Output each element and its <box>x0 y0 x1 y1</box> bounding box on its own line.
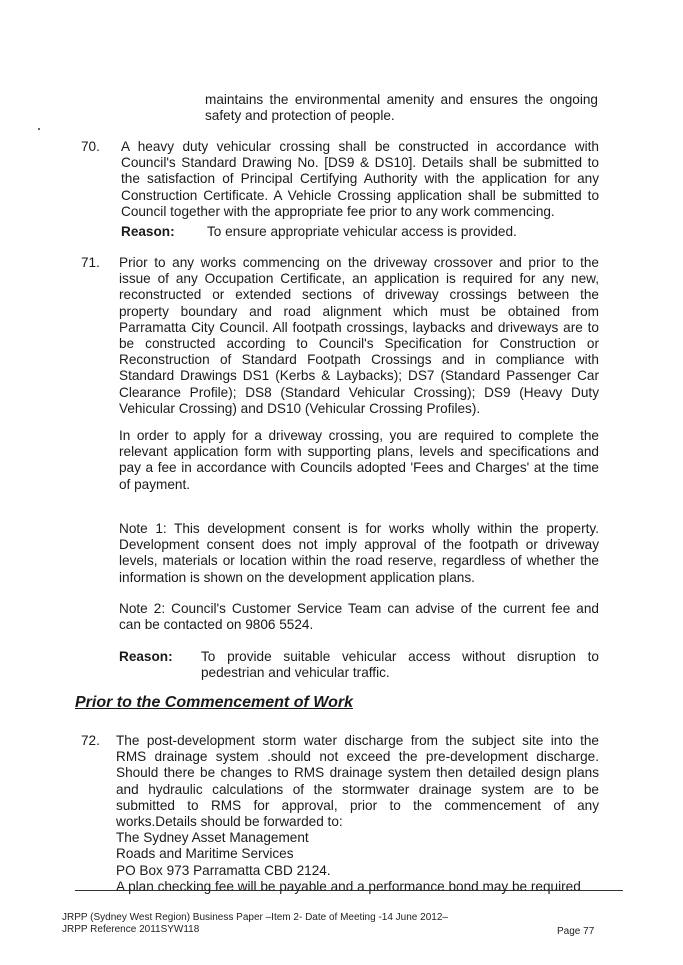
text-line: of payment. <box>119 476 191 492</box>
text-line: property boundary and road alignment which must be obtained from <box>119 303 599 319</box>
text-line: the satisfaction of Principal Certifying Authority with the application for any <box>121 171 599 187</box>
condition-72-text <box>116 733 599 895</box>
page-number: Page 77 <box>557 926 595 937</box>
condition-70-text <box>121 139 599 220</box>
condition-number: 70. <box>81 139 100 154</box>
address-line: PO Box 973 Parramatta CBD 2124. <box>116 862 331 878</box>
text-line: Council's Standard Drawing No. [DS9 & DS10]. Details shall be submitted to <box>121 155 599 171</box>
address-line: The Sydney Asset Management <box>116 830 309 846</box>
text-line: The post-development storm water discharge from the subject site into the <box>116 733 599 748</box>
text-line: Standard Drawings DS1 (Kerbs & Laybacks); DS7 (Standard Passenger Car <box>119 368 599 384</box>
text-line: can be contacted on 9806 5524. <box>119 617 314 633</box>
text-line: Prior to any works commencing on the driveway crossover and prior to the <box>119 255 599 270</box>
text-line: issue of any Occupation Certificate, an application is required for any new, <box>119 271 599 287</box>
address-line: Roads and Maritime Services <box>116 846 294 862</box>
reason-label: Reason: <box>119 649 173 664</box>
text-line: Development consent does not imply approval of the footpath or driveway <box>119 537 599 553</box>
condition-number: 71. <box>81 255 100 270</box>
text-line: be constructed according to Council's Specification for Construction or <box>119 336 599 352</box>
reason-label: Reason: <box>121 224 175 239</box>
text-line: RMS drainage system .should not exceed the pre-development discharge. <box>116 749 599 765</box>
text-line: works.Details should be forwarded to: <box>116 814 343 830</box>
text-line: maintains the environmental amenity and ensures the ongoing <box>205 92 598 107</box>
intro-paragraph <box>205 92 598 124</box>
text-line: A plan checking fee will be payable and a performance bond may be required <box>116 878 581 894</box>
condition-71-text <box>119 255 599 417</box>
stray-mark <box>38 128 40 130</box>
reason-text <box>201 649 599 681</box>
footer-divider <box>75 890 623 891</box>
text-line: Should there be changes to RMS drainage system then detailed design plans <box>116 765 599 781</box>
text-line: A heavy duty vehicular crossing shall be constructed in accordance with <box>121 139 599 154</box>
text-line: safety and protection of people. <box>205 108 395 124</box>
text-line: Parramatta City Council. All footpath crossings, laybacks and driveways are to <box>119 319 599 335</box>
note-1 <box>119 521 599 586</box>
text-line: Note 2: Council's Customer Service Team can advise of the current fee and <box>119 601 599 616</box>
text-line: Council together with the appropriate fee prior to any work commencing. <box>121 203 555 219</box>
text-line: To provide suitable vehicular access without disruption to <box>201 649 599 664</box>
text-line: relevant application form with supporting plans, levels and specifications and <box>119 444 599 460</box>
condition-number: 72. <box>81 733 100 748</box>
reason-text: To ensure appropriate vehicular access is provided. <box>207 224 517 239</box>
text-line: Construction Certificate. A Vehicle Crossing application shall be submitted to <box>121 187 599 203</box>
text-line: submitted to RMS for approval, prior to the commencement of any <box>116 797 599 813</box>
text-line: levels, materials or location within the road reserve, regardless of whether the <box>119 553 599 569</box>
text-line: reconstructed or extended sections of driveway crossings between the <box>119 287 599 303</box>
text-line: Note 1: This development consent is for works wholly within the property. <box>119 521 599 536</box>
text-line: In order to apply for a driveway crossing, you are required to complete the <box>119 428 599 443</box>
section-heading: Prior to the Commencement of Work <box>75 694 353 711</box>
footer-line-1: JRPP (Sydney West Region) Business Paper –Item 2- Date of Meeting -14 June 2012– <box>62 912 448 923</box>
text-line: Clearance Profile); DS8 (Standard Vehicular Crossing); DS9 (Heavy Duty <box>119 384 599 400</box>
text-line: Vehicular Crossing) and DS10 (Vehicular Crossing Profiles). <box>119 400 481 416</box>
note-2 <box>119 601 599 633</box>
text-line: information is shown on the development application plans. <box>119 569 475 585</box>
text-line: pedestrian and vehicular traffic. <box>201 665 390 681</box>
text-line: pay a fee in accordance with Councils adopted 'Fees and Charges' at the time <box>119 460 599 476</box>
text-line: Reconstruction of Standard Footpath Crossings and in compliance with <box>119 352 599 368</box>
footer-line-2: JRPP Reference 2011SYW118 <box>62 924 200 935</box>
condition-71-paragraph-2 <box>119 428 599 493</box>
text-line: and hydraulic calculations of the stormwater drainage system are to be <box>116 781 599 797</box>
